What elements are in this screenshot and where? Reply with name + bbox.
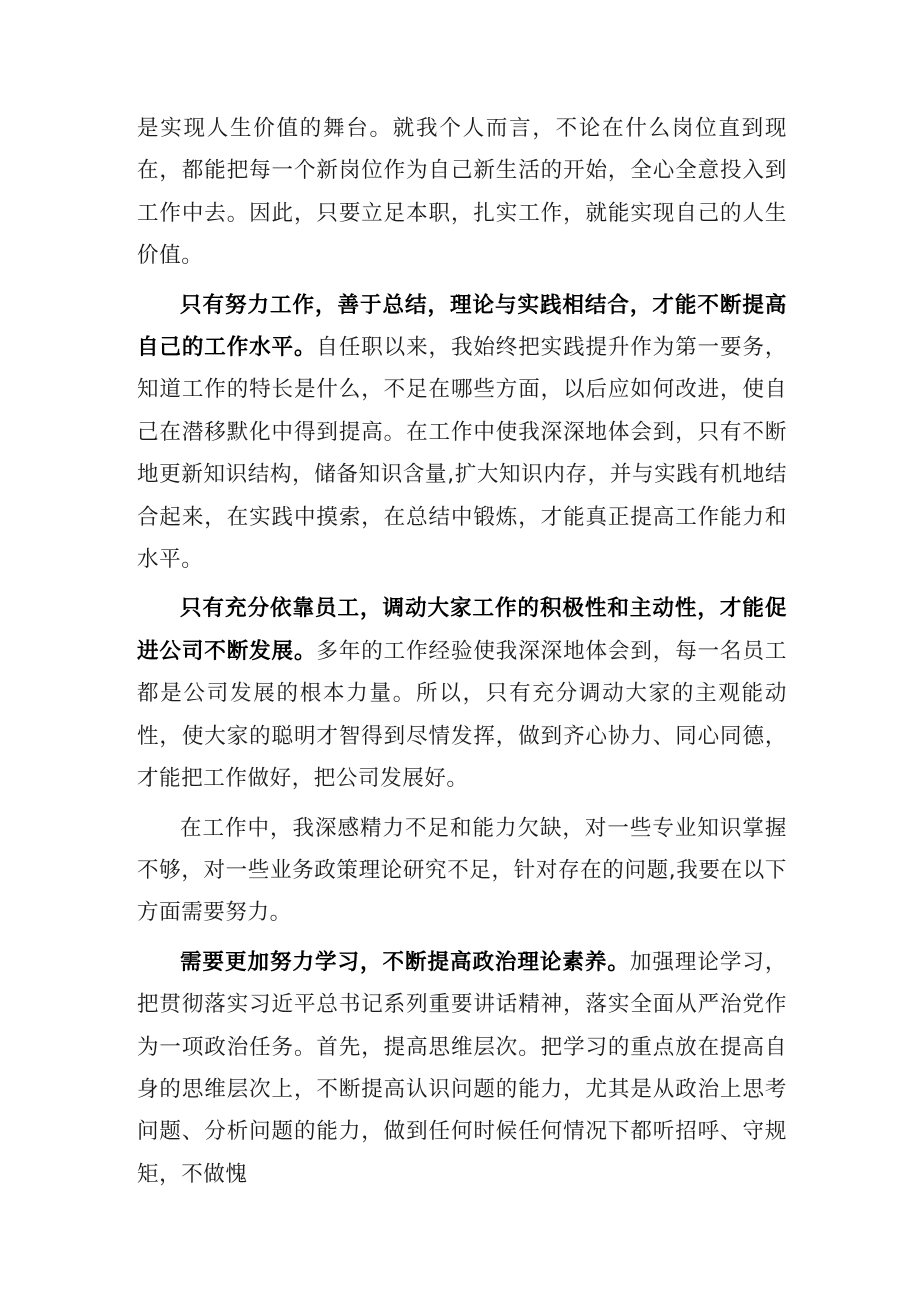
paragraph-2-text: 自任职以来，我始终把实践提升作为第一要务，知道工作的特长是什么，不足在哪些方面，以后应如何改进，使自己在潜移默化中得到提高。在工作中使我深深地体会到，只有不断地更新知识结构，储备知识含量,扩大知识内存，并与实践有机地结合起来，在实践中摸索，在总结中锻炼，才能真正提高工作能力和水平。 <box>137 335 787 573</box>
paragraph-3-heading: 只有充分依靠员工，调动大家工作的积极性和主动性，才能促进公司不断发展。 <box>137 596 787 664</box>
paragraph-4-text: 在工作中，我深感精力不足和能力欠缺，对一些专业知识掌握不够，对一些业务政策理论研究不足，针对存在的问题,我要在以下方面需要努力。 <box>137 815 787 926</box>
paragraph-2-heading: 只有努力工作，善于总结，理论与实践相结合，才能不断提高自己的工作水平。 <box>137 292 787 361</box>
paragraph-2 <box>137 285 787 582</box>
paragraph-3 <box>137 588 787 800</box>
paragraph-5-heading: 需要更加努力学习，不断提高政治理论素养。 <box>180 949 630 975</box>
paragraph-4 <box>137 808 787 935</box>
document-body <box>137 108 787 1196</box>
paragraph-1-text: 是实现人生价值的舞台。就我个人而言，不论在什么岗位直到现在，都能把每一个新岗位作为自己新生活的开始，全心全意投入到工作中去。因此，只要立足本职，扎实工作，就能实现自己的人生价值。 <box>137 116 787 269</box>
paragraph-5 <box>137 942 787 1196</box>
paragraph-1 <box>137 108 787 278</box>
paragraph-3-text: 多年的工作经验使我深深地体会到，每一名员工都是公司发展的根本力量。所以，只有充分调动大家的主观能动性，使大家的聪明才智得到尽情发挥，做到齐心协力、同心同德，才能把工作做好，把公司发展好。 <box>137 638 787 792</box>
paragraph-5-text: 加强理论学习，把贯彻落实习近平总书记系列重要讲话精神，落实全面从严治党作为一项政治任务。首先，提高思维层次。把学习的重点放在提高自身的思维层次上，不断提高认识问题的能力，尤其是从政治上思考问题、分析问题的能力，做到任何时候任何情况下都听招呼、守规矩，不做愧 <box>137 949 787 1187</box>
